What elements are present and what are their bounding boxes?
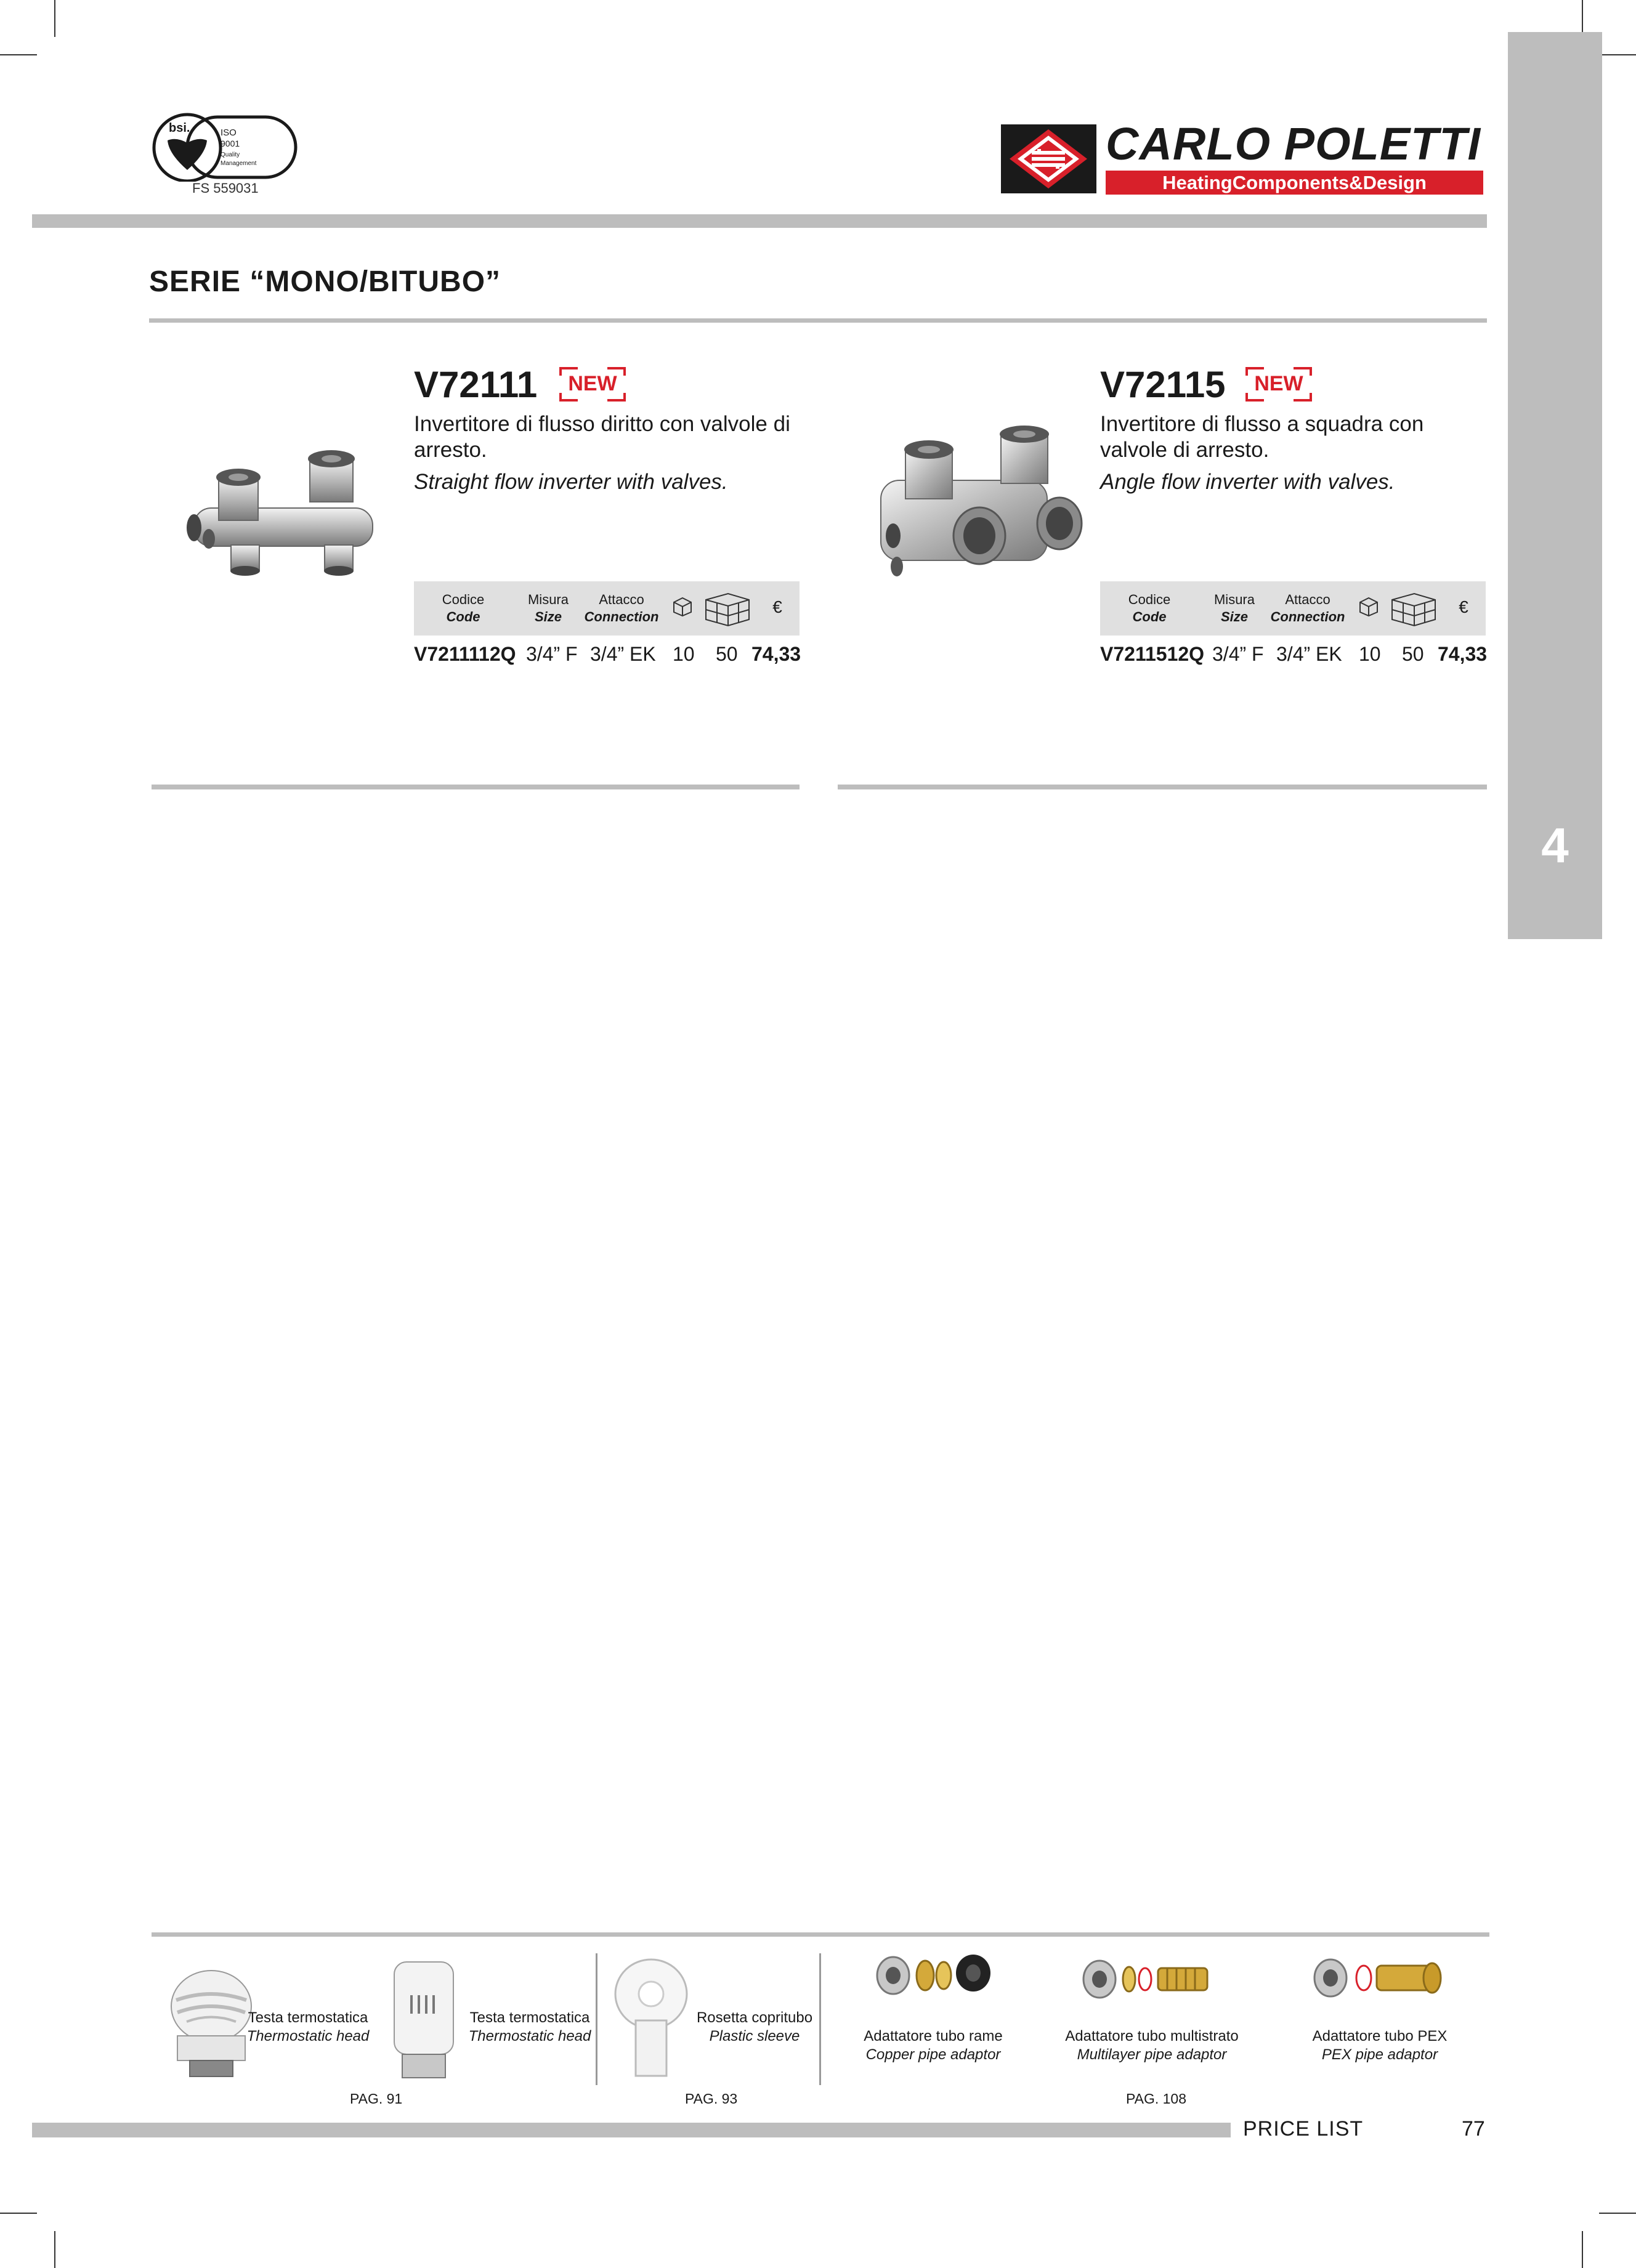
carton-quantity-icon: [703, 590, 751, 627]
col-code-it: Codice: [1128, 592, 1171, 607]
accessory-label: [1059, 2027, 1244, 2064]
col-price-currency: €: [772, 597, 782, 616]
footer-bar: [32, 2123, 1231, 2137]
row-size: 3/4” F: [526, 643, 578, 665]
cert-management-text: Management: [221, 160, 257, 167]
row-price: 74,33: [1438, 643, 1488, 665]
col-size-it: Misura: [527, 592, 569, 607]
accessory-label-en: Plastic sleeve: [709, 2028, 800, 2044]
table-row: [1100, 643, 1486, 668]
row-carton-qty: 50: [716, 643, 738, 665]
crop-mark: [1582, 0, 1583, 37]
crop-mark: [1599, 2213, 1636, 2214]
accessory-label-it: Adattatore tubo PEX: [1312, 2028, 1448, 2044]
accessory-label-it: Testa termostatica: [248, 2009, 368, 2026]
accessory-label-it: Adattatore tubo multistrato: [1065, 2028, 1239, 2044]
accessory-label: [468, 2009, 591, 2046]
page-number: 77: [1462, 2117, 1485, 2141]
row-connection: 3/4” EK: [1276, 643, 1342, 665]
multilayer-pipe-adaptor-image: [1081, 1952, 1217, 2001]
accessory-separator: [819, 1953, 821, 2085]
col-connection-en: Connection: [1270, 609, 1345, 624]
col-code-it: Codice: [442, 592, 485, 607]
brand-name: CARLO POLETTI: [1106, 118, 1481, 169]
product-divider: [152, 785, 800, 789]
product-description-en: Angle flow inverter with valves.: [1100, 470, 1395, 494]
cert-9001-text: 9001: [221, 139, 240, 148]
accessory-label-en: Multilayer pipe adaptor: [1077, 2046, 1227, 2063]
accessory-label-it: Adattatore tubo rame: [864, 2028, 1003, 2044]
section-title-underline: [149, 318, 1487, 323]
product-description-it: Invertitore di flusso diritto con valvole di arresto.: [414, 412, 790, 462]
crop-mark: [1582, 2231, 1583, 2268]
col-size-header: [524, 591, 573, 626]
col-connection-it: Attacco: [1285, 592, 1330, 607]
row-price: 74,33: [751, 643, 801, 665]
row-connection: 3/4” EK: [590, 643, 656, 665]
col-code-header: [1119, 591, 1180, 626]
crop-mark: [0, 2213, 37, 2214]
table-row: [414, 643, 800, 668]
brand-mark-icon: [1001, 124, 1096, 193]
row-size: 3/4” F: [1212, 643, 1264, 665]
product-divider: [838, 785, 1487, 789]
cert-iso-text: ISO: [221, 127, 237, 138]
carton-quantity-icon: [1390, 590, 1438, 627]
page-reference: PAG. 91: [350, 2091, 403, 2107]
col-code-en: Code: [446, 609, 480, 624]
product-code: V72115: [1100, 364, 1226, 405]
new-badge-label: NEW: [1254, 372, 1303, 395]
col-code-header: [432, 591, 494, 626]
accessory-label-en: Copper pipe adaptor: [865, 2046, 1001, 2063]
copper-pipe-adaptor-image: [875, 1948, 998, 1998]
thermostatic-head-image: [165, 1963, 257, 2080]
product-description-en: Straight flow inverter with valves.: [414, 470, 728, 494]
crop-mark: [54, 0, 55, 37]
accessory-label-en: PEX pipe adaptor: [1321, 2046, 1438, 2063]
row-box-qty: 10: [673, 643, 695, 665]
row-code: V7211512Q: [1100, 643, 1205, 665]
crop-mark: [1599, 54, 1636, 55]
new-badge: [1245, 367, 1312, 402]
accessory-label-en: Thermostatic head: [468, 2028, 591, 2044]
product-description-it: Invertitore di flusso a squadra con valvole di arresto.: [1100, 412, 1424, 462]
col-connection-it: Attacco: [599, 592, 644, 607]
accessory-separator: [596, 1953, 597, 2085]
col-size-en: Size: [1220, 609, 1249, 624]
brand-tagline: HeatingComponents&Design: [1106, 171, 1483, 195]
cert-bsi-text: bsi.: [169, 121, 190, 135]
chapter-number: 4: [1541, 818, 1569, 873]
col-size-header: [1210, 591, 1259, 626]
col-size-en: Size: [534, 609, 562, 624]
box-quantity-icon: [671, 595, 694, 617]
col-size-it: Misura: [1213, 592, 1255, 607]
page-reference: PAG. 93: [685, 2091, 738, 2107]
product-table-header: [414, 581, 800, 636]
product-code: V72111: [414, 364, 538, 405]
new-badge: [559, 367, 626, 402]
row-carton-qty: 50: [1402, 643, 1424, 665]
thermostatic-head-image: [387, 1958, 461, 2081]
accessory-label: [1300, 2027, 1460, 2064]
new-badge-label: NEW: [568, 372, 617, 395]
accessory-label: [850, 2027, 1016, 2064]
accessory-label: [690, 2009, 819, 2046]
accessory-label-en: Thermostatic head: [246, 2028, 370, 2044]
col-connection-en: Connection: [584, 609, 659, 624]
accessory-label-it: Testa termostatica: [469, 2009, 590, 2026]
iso-certification-logo: [152, 111, 299, 182]
row-code: V7211112Q: [414, 643, 516, 665]
crop-mark: [54, 2231, 55, 2268]
header-divider: [32, 214, 1487, 228]
product-table-header: [1100, 581, 1486, 636]
crop-mark: [0, 54, 37, 55]
angle-flow-inverter-image: [875, 425, 1084, 591]
cert-number: FS 559031: [192, 180, 259, 196]
col-code-en: Code: [1132, 609, 1167, 624]
accessory-label-it: Rosetta copritubo: [696, 2009, 813, 2026]
plastic-sleeve-image: [611, 1956, 691, 2079]
col-connection-header: [581, 591, 662, 626]
straight-flow-inverter-image: [182, 446, 388, 591]
cert-quality-text: Quality: [221, 151, 240, 158]
accessory-label: [246, 2009, 370, 2046]
accessories-divider: [152, 1932, 1489, 1937]
page-reference: PAG. 108: [1126, 2091, 1187, 2107]
col-connection-header: [1268, 591, 1348, 626]
section-title: SERIE “MONO/BITUBO”: [149, 265, 501, 298]
box-quantity-icon: [1358, 595, 1380, 617]
chapter-tab: [1508, 32, 1602, 939]
pex-pipe-adaptor-image: [1312, 1947, 1448, 2003]
row-box-qty: 10: [1359, 643, 1381, 665]
col-price-currency: €: [1459, 597, 1468, 616]
footer-label: PRICE LIST: [1243, 2117, 1364, 2141]
